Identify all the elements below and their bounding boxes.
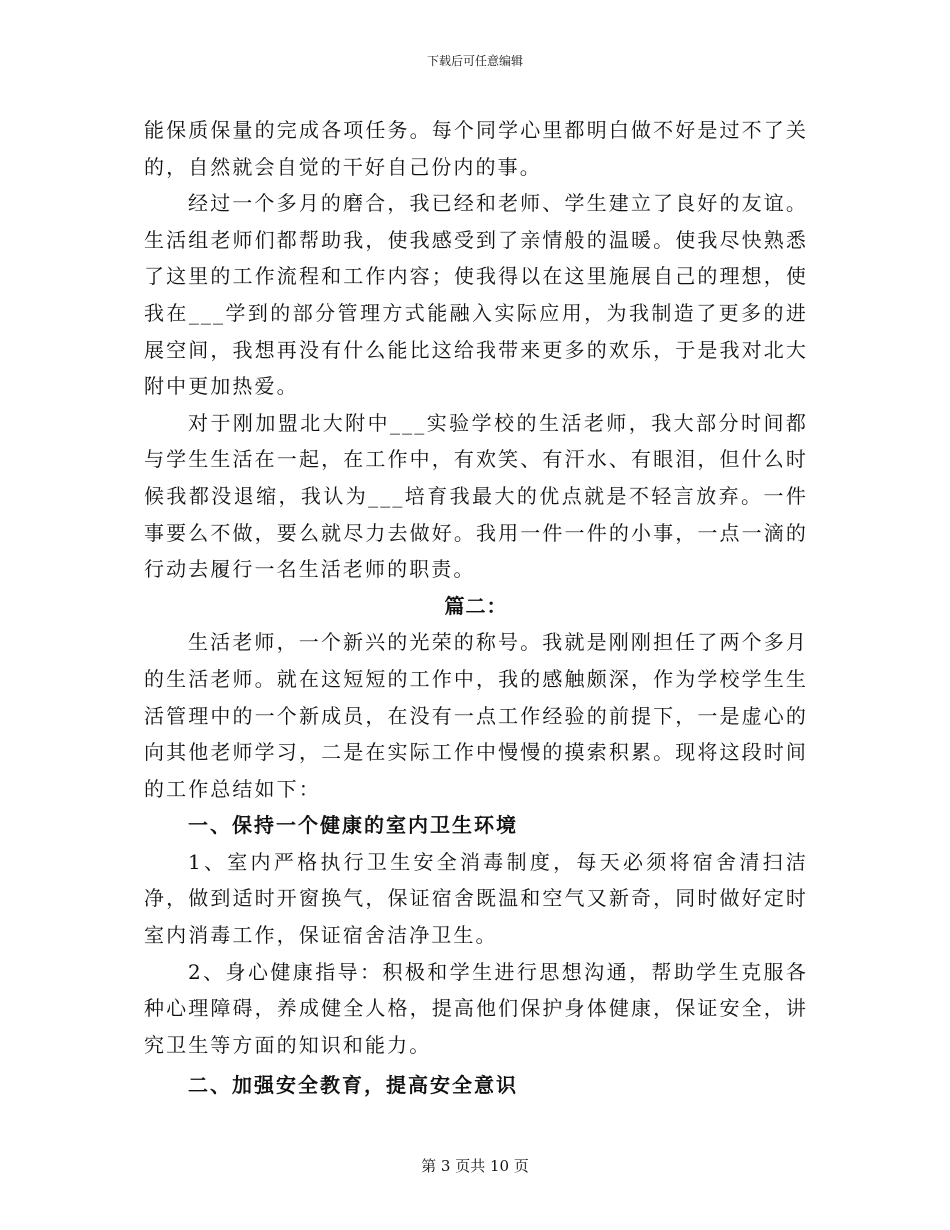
- heading-safety: 二、加强安全教育，提高安全意识: [188, 1073, 518, 1098]
- paragraph-disinfection: 1、室内严格执行卫生安全消毒制度，每天必须将宿舍清扫洁净，做到适时开窗换气，保证宿舍既温和空气又新奇，同时做好定时室内消毒工作，保证宿舍洁净卫生。: [144, 849, 808, 948]
- heading-hygiene: 一、保持一个健康的室内卫生环境: [188, 813, 518, 838]
- paragraph-friendship: 经过一个多月的磨合，我已经和老师、学生建立了良好的友谊。生活组老师们都帮助我，使我感受到了亲情般的温暖。使我尽快熟悉了这里的工作流程和工作内容；使我得以在这里施展自己的理想，使我在___学到的部分管理方式能融入实际应用，为我制造了更多的进展空间，我想再没有什么能比这给我带来更多的欢乐，于是我对北大附中更加热爱。: [144, 191, 808, 399]
- paragraph-intro: 生活老师，一个新兴的光荣的称号。我就是刚刚担任了两个多月的生活老师。就在这短短的工作中，我的感触颇深，作为学校学生生活管理中的一个新成员，在没有一点工作经验的前提下，一是虚心的向其他老师学习，二是在实际工作中慢慢的摸索积累。现将这段时间的工作总结如下：: [144, 630, 808, 801]
- document-body: [144, 112, 808, 1104]
- page-header: 下载后可任意编辑: [426, 54, 523, 68]
- paragraph-mental-health: 2、身心健康指导：积极和学生进行思想沟通，帮助学生克服各种心理障碍，养成健全人格，提高他们保护身体健康，保证安全，讲究卫生等方面的知识和能力。: [144, 959, 808, 1057]
- paragraph-perseverance: 对于刚加盟北大附中___实验学校的生活老师，我大部分时间都与学生生活在一起，在工作中，有欢笑、有汗水、有眼泪，但什么时候我都没退缩，我认为___培育我最大的优点就是不轻言放弃。一件事要么不做，要么就尽力去做好。我用一件一件的小事，一点一滴的行动去履行一名生活老师的职责。: [144, 410, 808, 582]
- section-title: 篇二：: [444, 593, 508, 618]
- page-footer: 第 3 页共 10 页: [421, 1157, 529, 1175]
- paragraph-continued: 能保质保量的完成各项任务。每个同学心里都明白做不好是过不了关的，自然就会自觉的干好自己份内的事。: [144, 118, 808, 179]
